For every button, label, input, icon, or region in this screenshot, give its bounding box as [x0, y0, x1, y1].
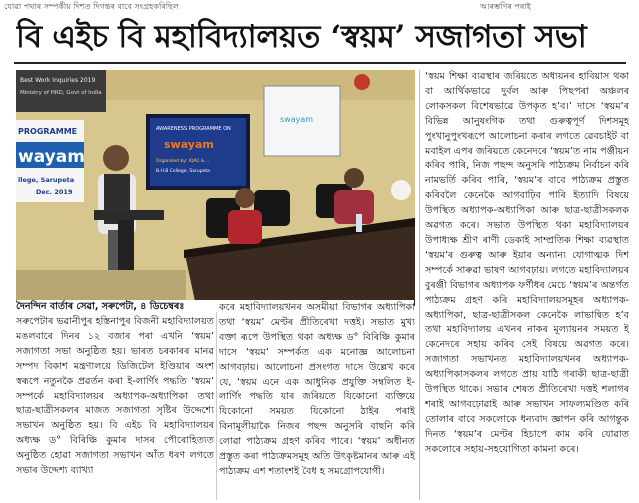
- left-column-text: সৰুপেটাৰ ভৱানীপুৰ হস্তিনাপুৰ বিজনী মহাবিদ্যালয়ত মঙলবাৰে দিনৰ ১২ বজাৰ পৰা এখনি ‘স্বয়ম’ সজাগতা সভা অনুষ্ঠিত হয়। ভাৰত চৰকাৰৰ মানৱ সম্পদ বিকাশ মন্ত্ৰণালয়ে ডিজিটেল ইণ্ডিয়াৰ অংশ স্বৰূপে নতুনকৈ প্ৰৱৰ্তন কৰা ই-লাৰ্ণিং পদ্ধতি ‘স্বয়ম’ সম্পৰ্কে মহাবিদ্যালয়ৰ অধ্যাপক-অধ্যাপিকা তথা ছাত্ৰ-ছাত্ৰীসকলৰ মাজত সজাগতা সৃষ্টিৰ উদ্দেশ্যে সভাখন অনুষ্ঠিত হয়। বি এইচ বি মহাবিদ্যালয়ৰ অধ্যক্ষ ড° বিৰিঞ্চি কুমাৰ দাসৰ পৌৰোহিত্যত অনুষ্ঠিত হোৱা সজাগতা সভাখন আঁত ধৰণ লগতে সভাৰ উদ্দেশ্য ব্যাখ্যা: [16, 316, 214, 477]
- speaker-head: [103, 145, 129, 171]
- screen-line-2: Organized by: IQAC & ...: [156, 159, 211, 164]
- news-photo: [16, 70, 415, 306]
- right-column: [425, 70, 629, 500]
- photo-wall-clock: [354, 74, 370, 90]
- water-bottle: [356, 214, 362, 232]
- seated-man-head: [344, 168, 364, 188]
- screen-title: AWARENESS PROGRAMME ON: [156, 126, 231, 132]
- left-banner-title: PROGRAMME: [18, 127, 78, 136]
- seated-woman-sari: [228, 210, 262, 244]
- top-strip-right-text: আৰম্ভণিৰ পৰাই: [480, 2, 531, 11]
- middle-column: [219, 301, 415, 500]
- flower-vase: [391, 180, 411, 200]
- left-banner-footer: llege, Sarupeta: [18, 176, 75, 184]
- headline: বি এইচ বি মহাবিদ্যালয়ত ‘স্বয়ম’ সজাগতা সভা: [16, 19, 587, 55]
- headline-rule: [14, 62, 626, 64]
- left-banner-brand: wayam: [18, 147, 85, 167]
- upper-poster-text: Best Work Inquiries 2019: [20, 77, 96, 84]
- left-column: [16, 315, 214, 500]
- seated-man-shirt: [334, 190, 374, 224]
- top-strip-left-text: যোৱা পথাৰ সম্পৰ্কীয় দিশত দিগন্তৰ বাবে সংগ্ৰহকৰিছিল: [4, 2, 179, 11]
- lectern-top: [94, 210, 164, 220]
- photo-illustration: [16, 70, 415, 306]
- screen-brand: swayam: [164, 138, 214, 151]
- column-divider: [419, 70, 420, 500]
- upper-poster-text-2: Ministry of HRD, Govt of India: [20, 90, 102, 96]
- seated-woman-head: [235, 188, 255, 208]
- column-divider-2: [216, 312, 217, 500]
- photo-caption: দৈনন্দিন বাৰ্তাৰ সেৱা, সৰুপেটা, ৪ ডিচেম্বৰঃ: [16, 300, 414, 314]
- right-screen-brand: swayam: [280, 115, 314, 124]
- right-column-text: ‘স্বয়ম শিক্ষা ব্যৱস্থাৰ জৰিয়তে অধ্যয়নৰ হাবিয়াস থকা বা আৰ্থিকভাৱে দুৰ্বল আৰু পিছপৰা অঞ্চলৰ লোকসকল বিশেষভাৱে উপকৃত হ’ব।’ দাসে ‘স্বয়ম’ৰ বিভিন্ন আনুষংগিক তথা গুৰুত্বপূৰ্ণ দিশসমূহ পুংখানুপুংখৰূপে আলোচনা কৰাৰ লগতে ৱেবচাইট বা মবাইল এপৰ জৰিয়তে কেনেদৰে ‘স্বয়ম’ত নাম পঞ্জীয়ন কৰিব পাৰি, নিজ পছন্দ অনুসৰি পাঠ্যক্ৰম নিৰ্বাচন কৰি নামভৰ্তি কৰিব পাৰি, ‘স্বয়ম’ৰ বাবে পাঠ্যক্ৰম প্ৰস্তুত কৰিবলৈ কেনেকৈ আগবাঢ়িব পাৰি ইত্যাদি বিষয়ে উপস্থিত অধ্যাপক-অধ্যাপিকা আৰু ছাত্ৰ-ছাত্ৰীসকলক অৱগত কৰে। সভাত উপস্থিত থকা মহাবিদ্যালয়ৰ উপাধ্যক্ষ শ্ৰীণ ৰাণী ডেকাই সাম্প্ৰতিক শিক্ষা ব্যৱস্থাত ‘স্বয়ম’ৰ গুৰুত্ব আৰু ইয়াৰ অন্যান্য যোগাত্মক দিশ সম্পৰ্কে সাৰুৱা ভাষণ আগবঢ়ায়। লগতে মহাবিদ্যালয়ৰ বুৰঞ্জী বিভাগৰ অধ্যাপক ফৰ্ণীধৰ মেচে ‘স্বয়ম’ৰ অন্তৰ্গত পাঠ্যক্ৰম গ্ৰহণ কৰি মহাবিদ্যালয়সমূহৰ অধ্যাপক-অধ্যাপিকা, ছাত্ৰ-ছাত্ৰীসকল কেনেকৈ লাভান্বিত হ’ব তথা মহাবিদ্যালয় এখনৰ নাকৰ মূল্যায়নৰ সময়ত ই কেনেদৰে সহায় কৰিব সেই বিষয়ে অৱগত কৰে। সজাগতা সভাখনত মহাবিদ্যালয়খনৰ অধ্যাপক-অধ্যাপিকাসকলৰ লগতে প্ৰায় যাঠি গৰাকী ছাত্ৰ-ছাত্ৰী উপস্থিত থাকে। সভাৰ শেষত প্ৰীতিৰেখা দত্তই শলাগৰ শৰাই আগবঢ়োৱাই আৰু সভাখন সাফল্যমণ্ডিত কৰি তোলাৰ বাবে সকলোকে ধন্যবাদ জ্ঞাপন কৰি আগন্তুক দিনত ‘স্বয়ম’ৰ মেণ্টৰ হিচাপে কাম কৰি যোৱাত সকলোৰে সহায়-সহযোগিতা কামনা কৰে।: [425, 71, 629, 455]
- screen-line-3: B.H.B College, Sarupeta: [156, 169, 210, 174]
- left-banner-date: Dec. 2019: [36, 188, 73, 196]
- middle-column-text: কৰে মহাবিদ্যালয়খনৰ অসমীয়া বিভাগৰ অধ্যাপিকা তথা ‘স্বয়ম’ মেণ্টৰ প্ৰীতিৰেখা দত্তই। সভাত মুখ্য বক্তা ৰূপে উপস্থিত থকা অধ্যক্ষ ড° বিৰিঞ্চি কুমাৰ দাসে ‘স্বয়ম’ সম্পৰ্কত এক মনোজ্ঞ আলোচনা আগবঢ়ায়। আলোচনা প্ৰসংগত দাসে উল্লেখ কৰে যে, ‘স্বয়ম এনে এক আধুনিক প্ৰযুক্তি সম্বলিত ই-লাৰ্ণিং পদ্ধতি যাৰ জৰিয়তে যিকোনো ব্যক্তিয়ে যিকোনো সময়ত যিকোনো ঠাইৰ পৰাই বিনামূলীয়াকৈ নিজৰ পছন্দ অনুসৰি বাছনি কৰি লোৱা পাঠ্যক্ৰম গ্ৰহণ কৰিব পাৰে। ‘স্বয়ম’ অধীনত প্ৰস্তুত কৰা পাঠ্যক্ৰমসমূহ অতি উৎকৃষ্টমানৰ আৰু এই পাঠ্যক্ৰম এশ শতাংশই বৈধ হ সমগ্ৰোপযোগী।: [219, 302, 415, 477]
